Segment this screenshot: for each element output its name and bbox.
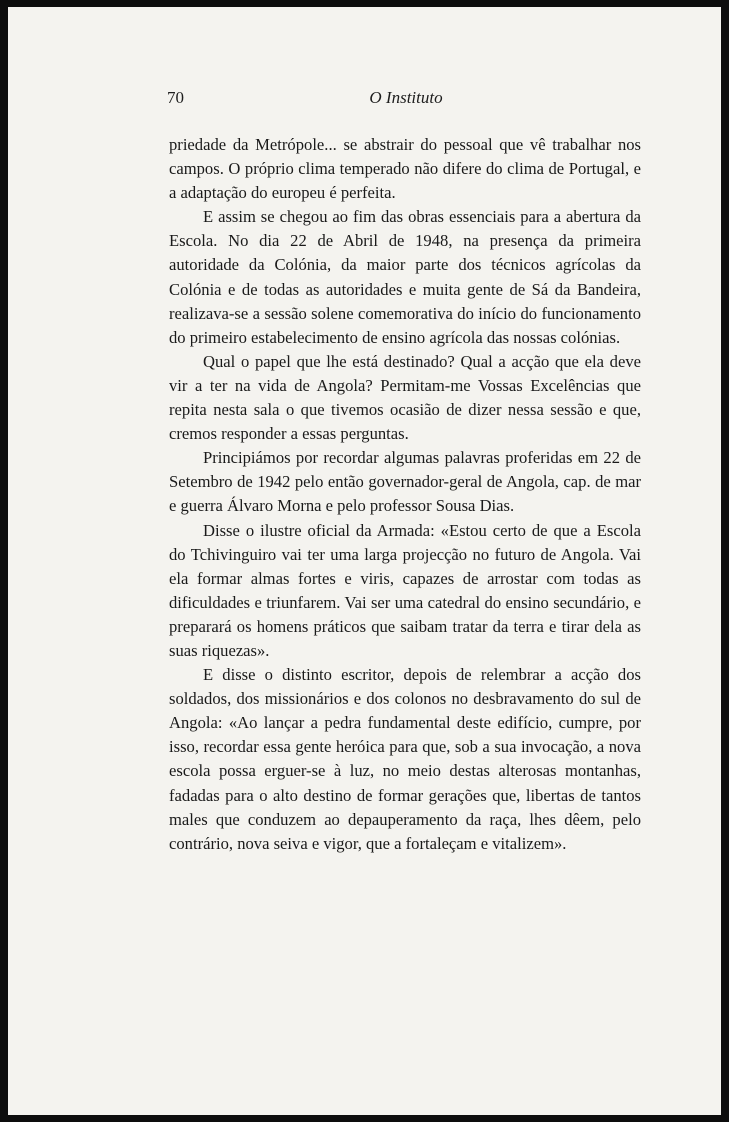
paragraph: Principiámos por recordar algumas palavras proferidas em 22 de Setembro de 1942 pelo então governador-geral de Angola, cap. de mar e guerra Álvaro Morna e pelo professor Sousa Dias.	[169, 448, 641, 516]
paragraph: Disse o ilustre oficial da Armada: «Estou certo de que a Escola do Tchivinguiro vai ter uma larga projecção no futuro de Angola. Vai ela formar almas fortes e viris, capazes de arrostar com todas as dificuldades e triunfarem. Vai ser uma catedral do ensino secundário, e preparará os homens práticos que saibam tratar da terra e tirar dela as suas riquezas».	[169, 520, 641, 660]
paragraph: E disse o distinto escritor, depois de relembrar a acção dos soldados, dos missionários e dos colonos no desbravamento do sul de Angola: «Ao lançar a pedra fundamental deste edifício, cumpre, por isso, recordar essa gente heróica para que, sob a sua invocação, a nova escola possa erguer-se à luz, no meio destas alterosas montanhas, fadadas para o alto destino de formar gerações que, libertas de tantos males que conduzem ao depauperamento da raça, lhes dêem, pelo contrário, nova seiva e vigor, que a fortaleçam e vitalizem».	[169, 665, 641, 853]
paragraph: priedade da Metrópole... se abstrair do pessoal que vê trabalhar nos campos. O próprio clima temperado não difere do clima de Portugal, e a adaptação do europeu é perfeita.	[169, 135, 641, 203]
paragraph: Qual o papel que lhe está destinado? Qual a acção que ela deve vir a ter na vida de Angola? Permitam-me Vossas Excelências que repita nesta sala o que tivemos ocasião de dizer nessa sessão e que, cremos responder a essas perguntas.	[169, 351, 641, 444]
paragraph: E assim se chegou ao fim das obras essenciais para a abertura da Escola. No dia 22 de Abril de 1948, na presença da primeira autoridade da Colónia, da maior parte dos técnicos agrícolas da Colónia e de todas as autoridades e muita gente de Sá da Bandeira, realizava-se a sessão solene comemorativa do início do funcionamento do primeiro estabelecimento de ensino agrícola das nossas colónias.	[169, 207, 641, 347]
page-number: 70	[167, 88, 184, 107]
body-text	[169, 133, 641, 856]
page-header	[167, 88, 645, 112]
running-title: O Instituto	[369, 88, 443, 107]
